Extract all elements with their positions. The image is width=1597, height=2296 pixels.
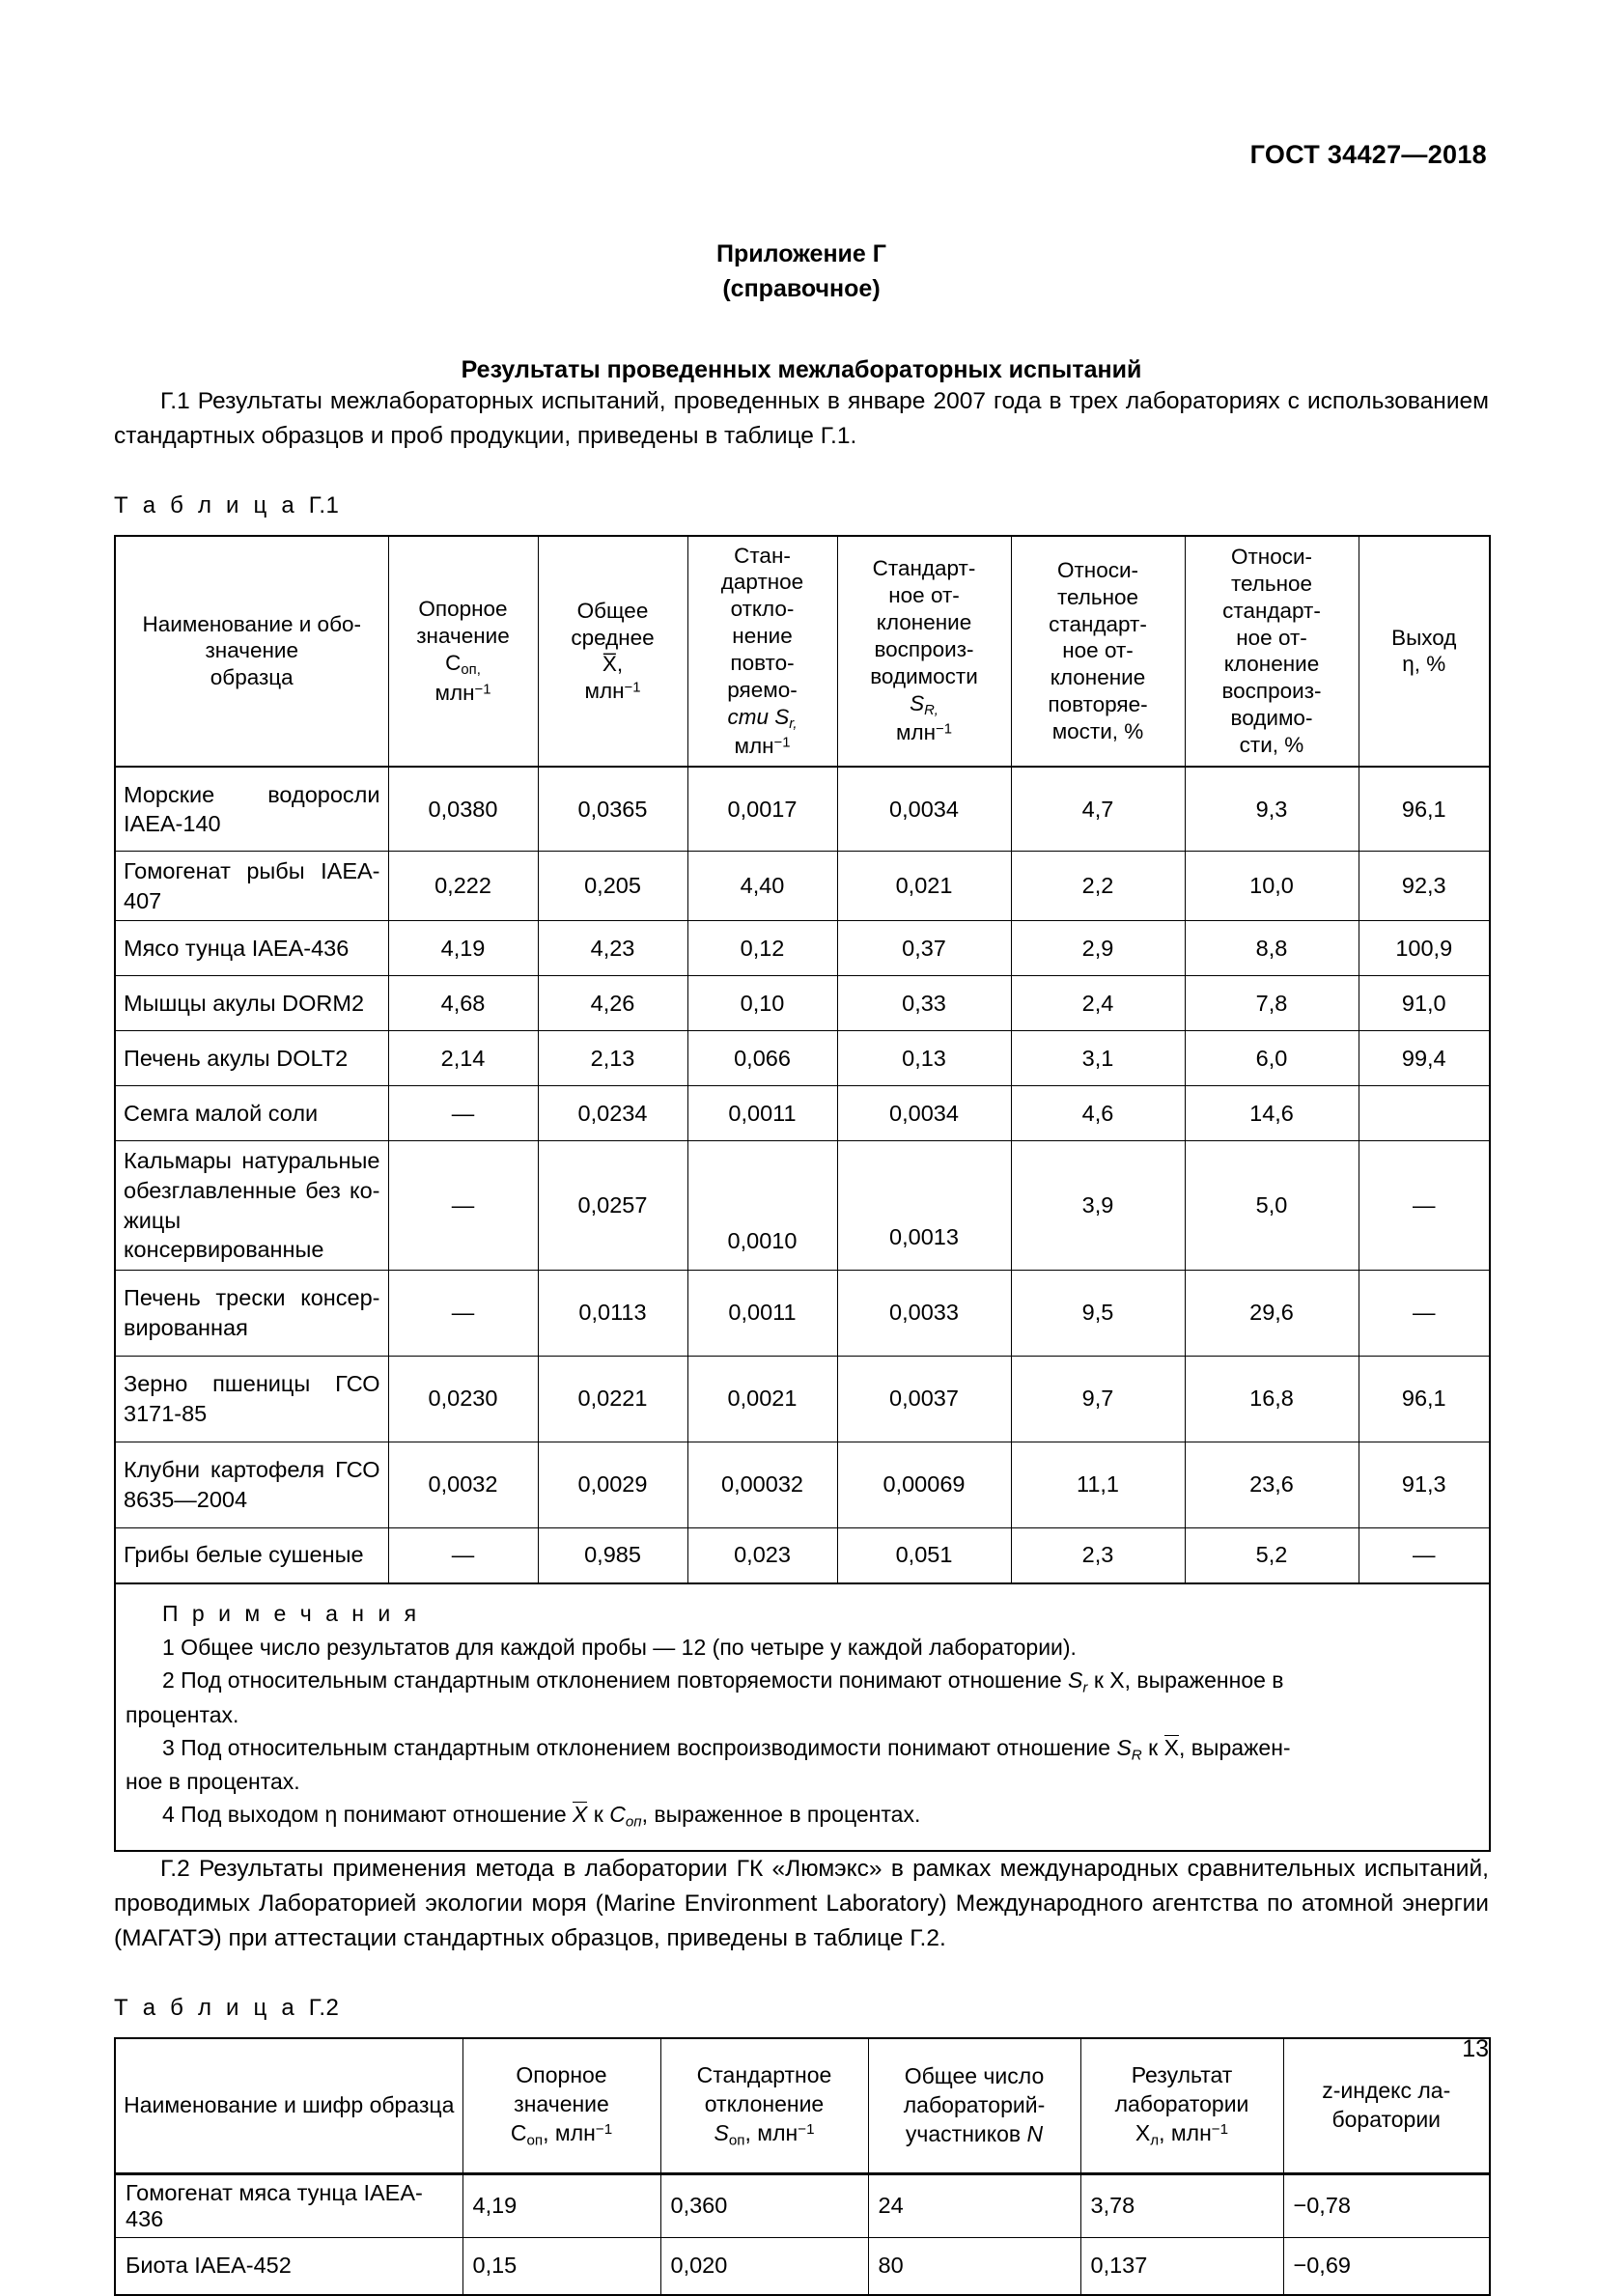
hdr-line: ное от-	[888, 583, 960, 608]
row-cell: 2,3	[1011, 1527, 1185, 1583]
table1-notes	[115, 1583, 1490, 1852]
row-sample-name	[115, 767, 388, 852]
note-item-3	[126, 1732, 1479, 1799]
row-cell: −0,78	[1283, 2173, 1490, 2237]
sample-name-line: жицы консервированные	[124, 1207, 324, 1263]
sample-name-line: 3171-85	[124, 1400, 208, 1426]
hdr-unit: , млн	[744, 2119, 798, 2145]
table-row	[115, 976, 1490, 1031]
table-g2	[114, 2037, 1491, 2296]
row-cell: 10,0	[1185, 852, 1359, 921]
row-cell: 0,137	[1080, 2237, 1283, 2295]
table-row	[115, 1442, 1490, 1527]
hdr-line: Выход	[1391, 625, 1457, 650]
row-sample-name: Мышцы акулы DORM2	[115, 976, 388, 1031]
table1-col-header-mean	[538, 536, 687, 768]
row-cell: 0,023	[687, 1527, 837, 1583]
note-text: к	[593, 1801, 603, 1827]
table1-label	[114, 492, 1489, 519]
row-cell: 0,0011	[687, 1086, 837, 1141]
row-cell: 0,0032	[388, 1442, 538, 1527]
row-cell: 3,9	[1011, 1141, 1185, 1270]
note-text: процентах.	[126, 1701, 239, 1727]
hdr-line: воспроиз-	[874, 637, 974, 662]
row-cell: —	[1359, 1141, 1490, 1270]
row-cell: 7,8	[1185, 976, 1359, 1031]
row-cell: 5,0	[1185, 1141, 1359, 1270]
hdr-line: Стандарт-	[872, 556, 976, 581]
table2-label-word: Т а б л и ц а	[114, 1994, 298, 2021]
row-cell: 4,6	[1011, 1086, 1185, 1141]
table1-notes-row	[115, 1583, 1490, 1852]
paragraph-g1-text: Г.1 Результаты межлабораторных испытаний, проведенных в январе 2007 года в трех лабораториях с использованием стандартных образцов и проб продукции, приведены в таблице Г.1.	[114, 388, 1489, 449]
table-row	[115, 921, 1490, 976]
table-row	[115, 1527, 1490, 1583]
hdr-unit: , млн	[543, 2119, 596, 2145]
section-title: Результаты проведенных межлабораторных испытаний	[461, 356, 1142, 383]
row-cell: 0,0017	[687, 767, 837, 852]
note-subscript: r	[1082, 1679, 1088, 1696]
note-subscript: R	[1131, 1746, 1142, 1763]
annex-subtitle: (справочное)	[722, 274, 881, 302]
hdr-line: отклонение	[704, 2090, 825, 2116]
row-cell: 0,360	[660, 2173, 868, 2237]
row-cell: 0,0029	[538, 1442, 687, 1527]
hdr-subscript: оп,	[461, 662, 481, 679]
row-cell: —	[388, 1527, 538, 1583]
hdr-line: ное от-	[1062, 638, 1134, 663]
row-cell: 9,5	[1011, 1270, 1185, 1356]
table-row	[115, 1270, 1490, 1356]
table1-header-row	[115, 536, 1490, 768]
hdr-subscript: оп	[728, 2131, 745, 2148]
row-cell: 0,0234	[538, 1086, 687, 1141]
hdr-symbol: S	[910, 690, 925, 715]
table2-col-header-z-index	[1283, 2038, 1490, 2174]
hdr-line: дартное	[720, 570, 804, 595]
row-cell: 0,021	[837, 852, 1011, 921]
table2-header-row	[115, 2038, 1490, 2174]
row-cell: 8,8	[1185, 921, 1359, 976]
row-cell: 0,33	[837, 976, 1011, 1031]
note-text: к X, выраженное в	[1093, 1667, 1284, 1694]
hdr-line: Опорное	[418, 597, 508, 622]
hdr-subscript: л	[1150, 2131, 1160, 2148]
sample-name-line: вированная	[124, 1314, 248, 1340]
row-cell: 0,0365	[538, 767, 687, 852]
row-sample-name: Гомогенат мяса тунца IAEA-436	[115, 2173, 462, 2237]
row-cell: 4,23	[538, 921, 687, 976]
row-cell: 4,19	[388, 921, 538, 976]
row-cell: 0,0037	[837, 1356, 1011, 1442]
row-sample-name	[115, 1356, 388, 1442]
table-g1	[114, 535, 1491, 1853]
row-sample-name: Биота IAEA-452	[115, 2237, 462, 2295]
hdr-line: z-индекс ла-	[1322, 2077, 1451, 2103]
row-cell: 0,37	[837, 921, 1011, 976]
hdr-line: мости, %	[1051, 719, 1144, 744]
row-cell: 2,13	[538, 1031, 687, 1086]
row-cell: 99,4	[1359, 1031, 1490, 1086]
note-text: 1 Общее число результатов для каждой пробы — 12 (по четыре у каждой лаборатории).	[162, 1635, 1077, 1661]
table2-col-header-reference-value	[462, 2038, 660, 2174]
hdr-line: клонение	[876, 610, 972, 635]
table1-col-header-sd-reproducibility	[837, 536, 1011, 768]
hdr-unit: , млн	[1159, 2119, 1212, 2145]
hdr-unit: млн	[584, 679, 625, 704]
row-cell: 0,0230	[388, 1356, 538, 1442]
hdr-symbol: X	[1135, 2119, 1151, 2145]
hdr-line: клонение	[1223, 652, 1320, 677]
row-cell: 0,020	[660, 2237, 868, 2295]
hdr-line: стандарт-	[1049, 611, 1147, 636]
hdr-unit: млн	[434, 680, 475, 705]
table-row	[115, 852, 1490, 921]
row-cell: —	[1359, 1270, 1490, 1356]
note-item-1	[126, 1632, 1479, 1665]
row-cell: 0,0221	[538, 1356, 687, 1442]
row-sample-name: Грибы белые сушеные	[115, 1527, 388, 1583]
row-sample-name	[115, 1442, 388, 1527]
table-row	[115, 1356, 1490, 1442]
hdr-line: значение	[514, 2090, 609, 2116]
paragraph-g2	[114, 1852, 1489, 1955]
hdr-line: клонение	[1050, 665, 1146, 690]
row-sample-name	[115, 1270, 388, 1356]
hdr-subscript: оп	[526, 2131, 544, 2148]
row-cell: 5,2	[1185, 1527, 1359, 1583]
hdr-subscript: R,	[924, 703, 939, 719]
row-cell: 100,9	[1359, 921, 1490, 976]
table1-col-header-yield	[1359, 536, 1490, 768]
row-sample-name: Семга малой соли	[115, 1086, 388, 1141]
row-cell: 0,0010	[687, 1141, 837, 1270]
note-text: , выраженное в процентах.	[641, 1801, 921, 1827]
table-row	[115, 1141, 1490, 1270]
note-text: 4 Под выходом η понимают отношение	[162, 1801, 567, 1827]
table-row	[115, 1086, 1490, 1141]
row-cell: 0,0021	[687, 1356, 837, 1442]
row-cell: 0,0034	[837, 767, 1011, 852]
row-cell: 0,12	[687, 921, 837, 976]
hdr-line: Относи-	[1230, 544, 1313, 569]
row-cell: 0,0033	[837, 1270, 1011, 1356]
row-cell: 4,26	[538, 976, 687, 1031]
hdr-line: участников	[905, 2120, 1022, 2146]
row-cell: 2,9	[1011, 921, 1185, 976]
hdr-line: водимости	[870, 664, 978, 689]
sample-name-line: IAEA-140	[124, 811, 221, 837]
hdr-symbol: C	[445, 651, 462, 676]
note-symbol: C	[609, 1801, 626, 1827]
row-cell: 3,1	[1011, 1031, 1185, 1086]
row-sample-name: Гомогенат рыбы IAEA-407	[115, 852, 388, 921]
hdr-line: η, %	[1402, 652, 1446, 677]
document-standard-header: ГОСТ 34427—2018	[1249, 140, 1487, 169]
table2-label-number: Г.2	[308, 1994, 340, 2021]
hdr-unit-exp: −1	[936, 721, 952, 738]
note-symbol: S	[1116, 1734, 1132, 1760]
note-subscript: оп	[625, 1813, 642, 1831]
row-cell: 0,0380	[388, 767, 538, 852]
paragraph-g1	[114, 384, 1489, 454]
row-cell: 6,0	[1185, 1031, 1359, 1086]
row-cell: 91,0	[1359, 976, 1490, 1031]
hdr-symbol: X̅,	[602, 652, 624, 677]
table1-col-header-reference-value	[388, 536, 538, 768]
hdr-line: Общее	[576, 598, 649, 623]
row-cell: 96,1	[1359, 1356, 1490, 1442]
row-cell: 2,2	[1011, 852, 1185, 921]
note-symbol: X	[1163, 1734, 1179, 1760]
row-cell: −0,69	[1283, 2237, 1490, 2295]
hdr-unit-exp: −1	[595, 2120, 613, 2138]
row-cell: 0,051	[837, 1527, 1011, 1583]
hdr-symbol: S	[714, 2119, 729, 2145]
sample-name-line: Печень трески консер-	[124, 1285, 380, 1311]
row-cell: —	[1359, 1527, 1490, 1583]
row-cell: 2,14	[388, 1031, 538, 1086]
hdr-line: откло-	[730, 597, 795, 622]
notes-title: П р и м е ч а н и я	[162, 1600, 421, 1626]
note-symbol: X	[573, 1801, 588, 1827]
row-cell: 92,3	[1359, 852, 1490, 921]
hdr-line: Опорное	[516, 2061, 607, 2087]
table1-col-header-rsd-reproducibility	[1185, 536, 1359, 768]
table2-col-header-lab-count	[868, 2038, 1080, 2174]
row-cell: 91,3	[1359, 1442, 1490, 1527]
row-cell: 9,3	[1185, 767, 1359, 852]
table1-col-header-sd-repeatability	[687, 536, 837, 768]
hdr-line: лаборатории	[1114, 2090, 1249, 2116]
table-row	[115, 2173, 1490, 2237]
sample-name-line: 8635—2004	[124, 1486, 248, 1512]
table2-col-header-sd	[660, 2038, 868, 2174]
hdr-unit: млн	[896, 720, 937, 745]
hdr-unit: млн	[734, 734, 774, 759]
row-cell: 0,0034	[837, 1086, 1011, 1141]
row-cell: 4,68	[388, 976, 538, 1031]
annex-title: Приложение Г	[716, 240, 886, 267]
row-cell: 0,205	[538, 852, 687, 921]
table-row	[115, 2237, 1490, 2295]
hdr-line: значение	[416, 624, 510, 649]
note-text: 3 Под относительным стандартным отклонением воспроизводимости понимают отношение	[162, 1734, 1111, 1760]
hdr-line: повторяе-	[1048, 692, 1148, 717]
hdr-line: Наименование и обо-	[142, 611, 361, 636]
hdr-line: Относи-	[1056, 557, 1139, 582]
row-cell: 23,6	[1185, 1442, 1359, 1527]
note-text: к	[1148, 1734, 1159, 1760]
hdr-symbol: C	[510, 2119, 527, 2145]
row-cell: 0,15	[462, 2237, 660, 2295]
hdr-line: значение	[205, 638, 298, 663]
table-row	[115, 1031, 1490, 1086]
note-text: ное в процентах.	[126, 1769, 300, 1795]
row-cell: 0,13	[837, 1031, 1011, 1086]
hdr-line: сти, %	[1239, 733, 1304, 758]
row-cell: 0,0013	[837, 1141, 1011, 1270]
row-sample-name	[115, 1141, 388, 1270]
sample-name-line: Клубни картофеля ГСО	[124, 1457, 380, 1483]
hdr-line: стандарт-	[1222, 598, 1321, 623]
hdr-line: Стан-	[734, 543, 791, 568]
hdr-line: Общее число	[904, 2062, 1045, 2088]
note-text: , выражен-	[1178, 1734, 1291, 1760]
hdr-line: ряемо-	[727, 677, 798, 702]
row-cell: 9,7	[1011, 1356, 1185, 1442]
hdr-line: тельное	[1056, 584, 1139, 609]
row-cell: 0,0113	[538, 1270, 687, 1356]
hdr-symbol: N	[1026, 2120, 1044, 2146]
sample-name-line: Зерно пшеницы ГСО	[124, 1371, 380, 1397]
row-cell: 0,066	[687, 1031, 837, 1086]
row-cell: 96,1	[1359, 767, 1490, 852]
hdr-line: воспроиз-	[1221, 679, 1322, 704]
row-cell: 0,00032	[687, 1442, 837, 1527]
row-cell: 2,4	[1011, 976, 1185, 1031]
row-cell: 3,78	[1080, 2173, 1283, 2237]
hdr-line: водимо-	[1230, 706, 1313, 731]
hdr-symbol: сти S	[727, 704, 790, 729]
hdr-line: образца	[210, 665, 294, 690]
row-cell: 0,0011	[687, 1270, 837, 1356]
paragraph-g2-text: Г.2 Результаты применения метода в лаборатории ГК «Люмэкс» в рамках международных сравнительных испытаний, проводимых Лабораторией экологии моря (Marine Environment Laboratory) Международного агентства по атомной энергии (МАГАТЭ) при аттестации стандартных образцов, приведены в таблице Г.2.	[114, 1856, 1489, 1952]
hdr-unit-exp: −1	[798, 2120, 815, 2138]
row-cell: —	[388, 1141, 538, 1270]
note-item-2	[126, 1665, 1479, 1731]
row-cell: 0,00069	[837, 1442, 1011, 1527]
row-cell: 16,8	[1185, 1356, 1359, 1442]
hdr-line: нение	[732, 624, 793, 649]
sample-name-line: обезглавленные без ко-	[124, 1177, 380, 1203]
note-symbol: S	[1068, 1667, 1083, 1694]
hdr-unit-exp: −1	[1211, 2120, 1229, 2138]
hdr-line: Результат	[1131, 2061, 1233, 2087]
hdr-unit-exp: −1	[624, 680, 641, 696]
table1-col-header-rsd-repeatability	[1011, 536, 1185, 768]
row-cell: —	[388, 1270, 538, 1356]
hdr-subscript: r,	[789, 716, 798, 733]
hdr-line: боратории	[1331, 2106, 1442, 2132]
row-cell: —	[388, 1086, 538, 1141]
hdr-line: Стандартное	[696, 2061, 832, 2087]
note-item-4	[126, 1799, 1479, 1834]
row-sample-name: Печень акулы DOLT2	[115, 1031, 388, 1086]
row-cell: 4,40	[687, 852, 837, 921]
hdr-line: повто-	[730, 651, 795, 676]
row-cell	[1359, 1086, 1490, 1141]
row-cell: 0,0257	[538, 1141, 687, 1270]
table1-col-header-name	[115, 536, 388, 768]
sample-name-line: Кальмары натуральные	[124, 1148, 380, 1174]
sample-name-line: Морские водоросли	[124, 781, 380, 807]
row-cell: 0,222	[388, 852, 538, 921]
row-cell: 4,19	[462, 2173, 660, 2237]
row-cell: 0,10	[687, 976, 837, 1031]
hdr-line: тельное	[1230, 571, 1313, 596]
hdr-line: лабораторий-	[903, 2091, 1046, 2117]
row-cell: 24	[868, 2173, 1080, 2237]
row-cell: 80	[868, 2237, 1080, 2295]
row-cell: 29,6	[1185, 1270, 1359, 1356]
table2-col-header-name: Наименование и шифр образца	[115, 2038, 462, 2174]
hdr-line: ное от-	[1236, 625, 1307, 650]
table2-label	[114, 1995, 1489, 2022]
hdr-unit-exp: −1	[773, 735, 791, 751]
row-sample-name: Мясо тунца IAEA-436	[115, 921, 388, 976]
hdr-line: среднее	[571, 625, 655, 650]
table2-col-header-lab-result	[1080, 2038, 1283, 2174]
row-cell: 11,1	[1011, 1442, 1185, 1527]
table-row	[115, 767, 1490, 852]
row-cell: 14,6	[1185, 1086, 1359, 1141]
note-text: 2 Под относительным стандартным отклонением повторяемости понимают отношение	[162, 1667, 1062, 1694]
page-number: 13	[1462, 2035, 1489, 2062]
table1-label-number: Г.1	[308, 491, 340, 518]
row-cell: 4,7	[1011, 767, 1185, 852]
page-content	[114, 0, 1489, 2296]
row-cell: 0,985	[538, 1527, 687, 1583]
table1-label-word: Т а б л и ц а	[114, 491, 298, 518]
hdr-unit-exp: −1	[474, 681, 491, 697]
